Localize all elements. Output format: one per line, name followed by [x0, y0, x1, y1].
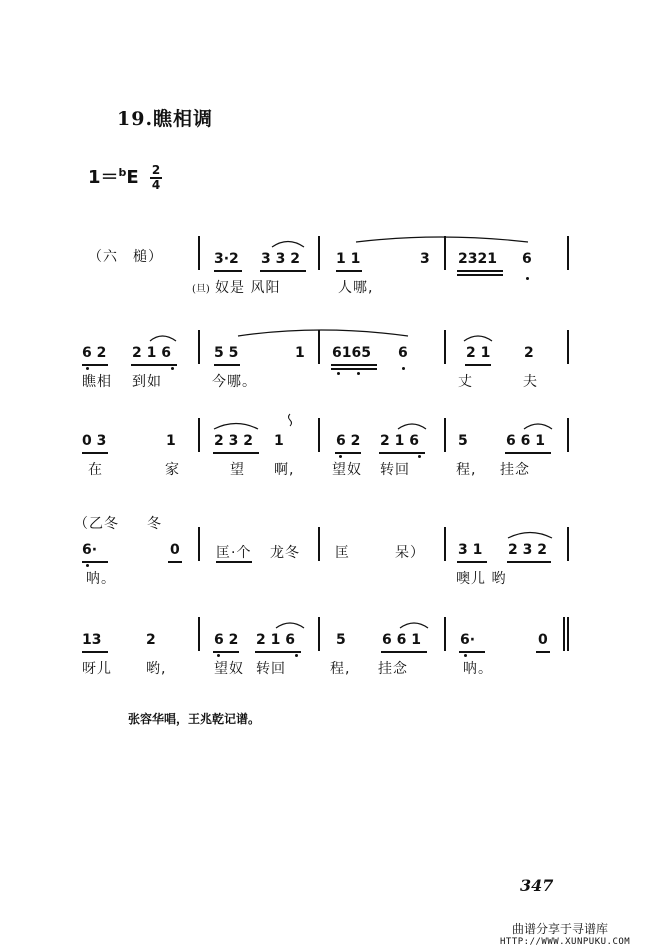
lyric: 挂念 [378, 661, 408, 677]
note-group: 1 [274, 433, 284, 449]
lyric: 望 [230, 462, 245, 478]
slur [238, 330, 408, 336]
note-group: 1 [166, 433, 176, 449]
note-group: 2 3 2 [214, 433, 253, 449]
percussion-above: （乙冬 [74, 516, 119, 532]
note-group: 5 5 [214, 345, 239, 361]
percussion-syllable: 呆） [395, 545, 425, 561]
note-group: 3 [420, 251, 430, 267]
note-group: 3·2 [214, 251, 239, 267]
key-prefix: 1＝ [88, 167, 119, 188]
lyric: 转回 [380, 462, 410, 478]
slur [214, 424, 258, 430]
percussion-syllable: 龙冬 [270, 545, 300, 561]
page-number: 347 [520, 876, 554, 895]
song-title: 19.瞧相调 [117, 108, 214, 130]
lyric: 转回 [256, 661, 286, 677]
slur [272, 242, 304, 248]
percussion-above: 冬 [147, 516, 162, 532]
note-group: 3 3 2 [261, 251, 300, 267]
lyric: 呐。 [86, 571, 116, 587]
note-group: 5 [336, 632, 346, 648]
lyric: 丈 [458, 374, 473, 390]
note-group: 2 [146, 632, 156, 648]
note-group: 0 [538, 632, 548, 648]
note-group: 2 1 6 [132, 345, 171, 361]
slur [464, 336, 492, 341]
note-group: 2 [524, 345, 534, 361]
time-top: 2 [151, 163, 161, 177]
lyric: 哟, [146, 661, 167, 677]
slur [276, 623, 304, 628]
note-group: 3 1 [458, 542, 483, 558]
note-group: 6 [522, 251, 532, 267]
note-group: 6 2 [336, 433, 361, 449]
note-group: 6 [398, 345, 408, 361]
note-group: 6165 [332, 345, 371, 361]
lyric: 啊, [274, 462, 295, 478]
note-group: 2321 [458, 251, 497, 267]
glissando-mark [289, 414, 292, 426]
percussion-syllable: 匡 [335, 545, 350, 561]
role-marker: (旦) [192, 284, 210, 295]
lyric: 噢儿 哟 [456, 571, 507, 587]
flat-sign: b [118, 166, 127, 179]
note-group: 6 6 1 [506, 433, 545, 449]
lyric: 呀儿 [82, 661, 112, 677]
percussion-intro: （六 槌） [88, 249, 163, 265]
lyric: 呐。 [463, 661, 493, 677]
slur [400, 623, 428, 628]
lyric: 望奴 [214, 661, 244, 677]
lyric: 程, [456, 462, 477, 478]
lyric: 今哪。 [212, 374, 257, 390]
note-group: 6 2 [214, 632, 239, 648]
note-group: 1 [295, 345, 305, 361]
slur [508, 533, 552, 539]
note-group: 6· [460, 632, 476, 648]
slur [356, 237, 528, 242]
watermark-text: 曲谱分享于寻谱库 [512, 922, 609, 936]
credit-line: 张容华唱，王兆乾记谱。 [128, 712, 261, 726]
slur [398, 424, 426, 429]
percussion-syllable: 匡·个 [216, 545, 252, 561]
key-note: E [126, 167, 139, 188]
lyric: 家 [165, 462, 180, 478]
time-bottom: 4 [151, 178, 161, 192]
lyric: 望奴 [332, 462, 362, 478]
lyric: 到如 [132, 374, 162, 390]
note-group: 2 1 6 [256, 632, 295, 648]
note-group: 5 [458, 433, 468, 449]
lyric: 瞧相 [82, 374, 112, 390]
note-group: 13 [82, 632, 102, 648]
note-group: 6 6 1 [382, 632, 421, 648]
slur [524, 424, 552, 429]
lyric: 奴是 风阳 [215, 280, 281, 296]
lyric: 人哪, [338, 280, 374, 296]
note-group: 1 1 [336, 251, 361, 267]
note-group: 2 1 6 [380, 433, 419, 449]
slur [150, 336, 176, 341]
lyric: 在 [88, 462, 103, 478]
note-group: 0 3 [82, 433, 107, 449]
note-group: 0 [170, 542, 180, 558]
note-group: 2 3 2 [508, 542, 547, 558]
note-group: 6 2 [82, 345, 107, 361]
lyric: 夫 [523, 374, 538, 390]
watermark-url[interactable]: HTTP://WWW.XUNPUKU.COM [500, 937, 631, 947]
note-group: 6· [82, 542, 98, 558]
lyric: 程, [330, 661, 351, 677]
lyric: 挂念 [500, 462, 530, 478]
note-group: 2 1 [466, 345, 491, 361]
